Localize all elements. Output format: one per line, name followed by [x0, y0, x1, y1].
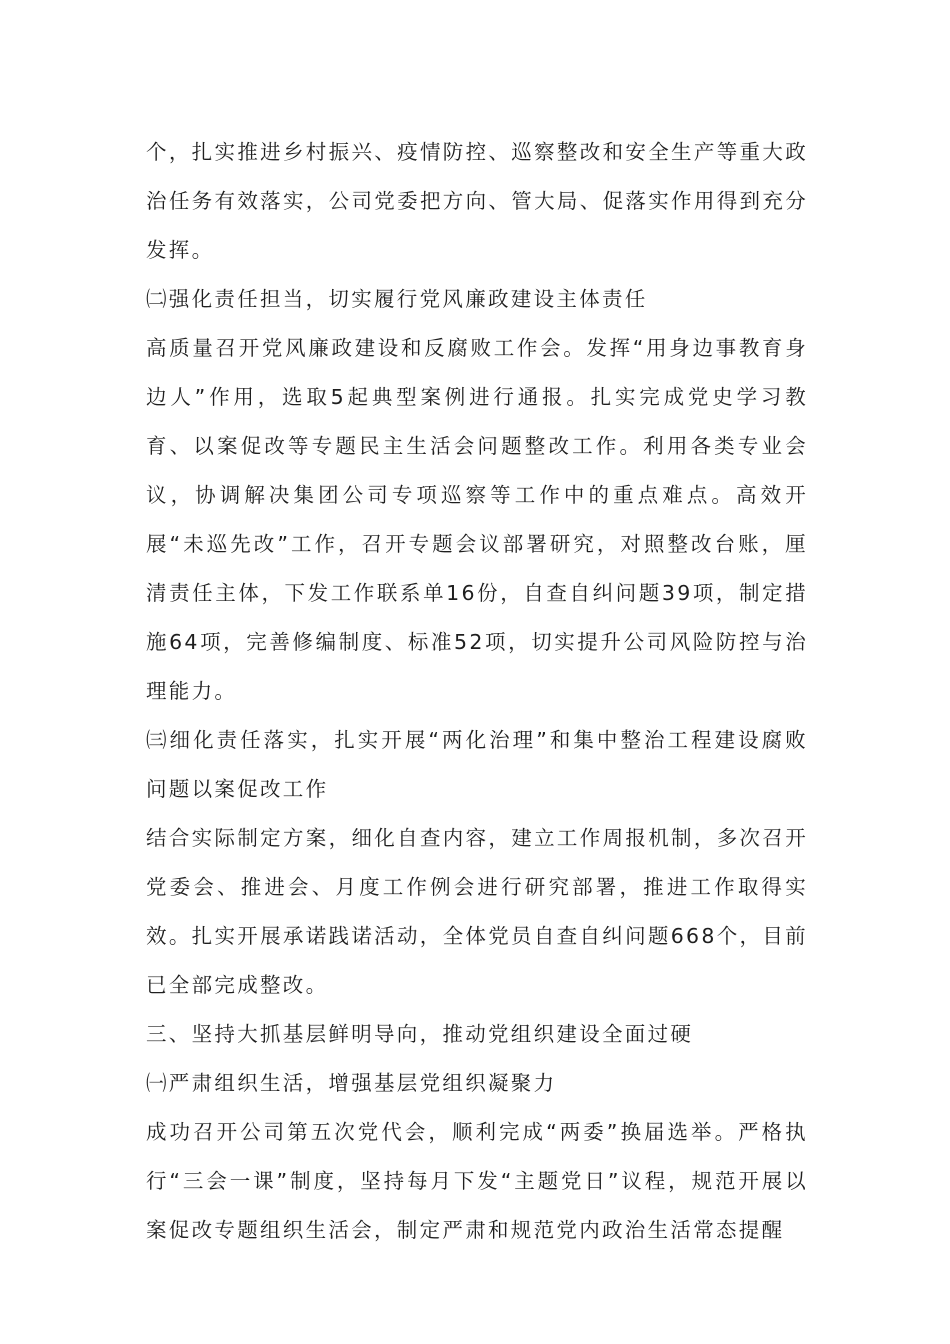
- heading-refine-implementation: ㈢细化责任落实，扎实开展“两化治理”和集中整治工程建设腐败问题以案促改工作: [146, 728, 808, 801]
- paragraph-party-congress: 成功召开公司第五次党代会，顺利完成“两委”换届选举。严格执行“三会一课”制度，坚持每月下发“主题党日”议程，规范开展以案促改专题组织生活会，制定严肃和规范党内政治生活常态提醒: [146, 1120, 808, 1242]
- heading-organization-life: ㈠严肃组织生活，增强基层党组织凝聚力: [146, 1071, 557, 1095]
- heading-section-three: 三、坚持大抓基层鲜明导向，推动党组织建设全面过硬: [146, 1022, 694, 1046]
- heading-strengthen-responsibility: ㈡强化责任担当，切实履行党风廉政建设主体责任: [146, 287, 648, 311]
- paragraph-integrity-work: 高质量召开党风廉政建设和反腐败工作会。发挥“用身边事教育身边人”作用，选取5起典型案例进行通报。扎实完成党史学习教育、以案促改等专题民主生活会问题整改工作。利用各类专业会议，协调解决集团公司专项巡察等工作中的重点难点。高效开展“未巡先改”工作，召开专题会议部署研究，对照整改台账，厘清责任主体，下发工作联系单16份，自查自纠问题39项，制定措施64项，完善修编制度、标准52项，切实提升公司风险防控与治理能力。: [146, 336, 808, 703]
- paragraph-continuation: 个，扎实推进乡村振兴、疫情防控、巡察整改和安全生产等重大政治任务有效落实，公司党委把方向、管大局、促落实作用得到充分发挥。: [146, 140, 808, 262]
- document-body: [146, 128, 808, 1255]
- paragraph-self-inspection: 结合实际制定方案，细化自查内容，建立工作周报机制，多次召开党委会、推进会、月度工作例会进行研究部署，推进工作取得实效。扎实开展承诺践诺活动，全体党员自查自纠问题668个，目前已全部完成整改。: [146, 826, 808, 997]
